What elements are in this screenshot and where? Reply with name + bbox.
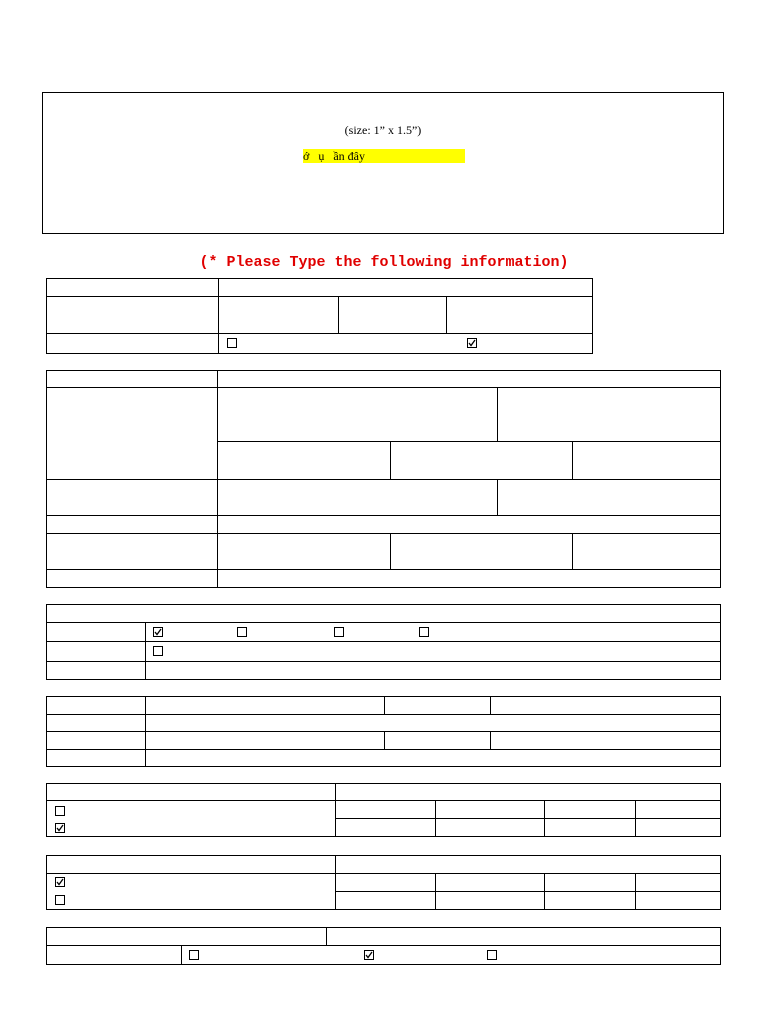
s4-label-4 (46, 749, 146, 767)
s7-checkbox-b[interactable] (364, 950, 374, 960)
s2-label-4 (46, 515, 218, 534)
s1-field-2b[interactable] (338, 296, 447, 334)
s3-checkbox-e[interactable] (153, 646, 163, 656)
s3-checkbox-c[interactable] (334, 627, 344, 637)
s4-field-1c[interactable] (490, 696, 721, 715)
s2-field-2e[interactable] (572, 441, 721, 480)
s3-checkbox-d[interactable] (419, 627, 429, 637)
s3-label-2 (46, 622, 146, 642)
s2-field-3b[interactable] (497, 479, 721, 516)
s2-field-2a[interactable] (217, 387, 498, 442)
checkmark-icon (154, 628, 162, 636)
s2-label-1 (46, 370, 218, 388)
s2-field-6[interactable] (217, 569, 721, 588)
s6-options (46, 873, 336, 910)
s2-field-2d[interactable] (390, 441, 573, 480)
s6-checkbox-b[interactable] (55, 895, 65, 905)
s2-field-2c[interactable] (217, 441, 391, 480)
s2-field-3a[interactable] (217, 479, 498, 516)
s4-field-3a[interactable] (145, 731, 385, 750)
s5-grid-4[interactable] (635, 800, 721, 819)
s4-field-4[interactable] (145, 749, 721, 767)
s3-field-4[interactable] (145, 661, 721, 680)
s4-label-2 (46, 714, 146, 732)
s2-field-4[interactable] (217, 515, 721, 534)
s4-field-3b[interactable] (384, 731, 491, 750)
s5-checkbox-b[interactable] (55, 823, 65, 833)
s7-header-left (46, 927, 327, 946)
s6-grid-4[interactable] (635, 873, 721, 892)
s6-checkbox-a[interactable] (55, 877, 65, 887)
s2-field-5b[interactable] (390, 533, 573, 570)
s7-label (46, 945, 182, 965)
s6-grid-8[interactable] (635, 891, 721, 910)
s4-field-2[interactable] (145, 714, 721, 732)
s1-field-2c[interactable] (446, 296, 593, 334)
s7-checkbox-c[interactable] (487, 950, 497, 960)
s5-grid-1[interactable] (335, 800, 436, 819)
s1-label-3 (46, 333, 219, 354)
s5-options (46, 800, 336, 837)
photo-placeholder (42, 92, 724, 234)
s6-header-left (46, 855, 336, 874)
s5-grid-8[interactable] (635, 818, 721, 837)
s6-header-right (335, 855, 721, 874)
s3-field-2 (145, 622, 721, 642)
checkmark-icon (468, 339, 476, 347)
s3-label-3 (46, 641, 146, 662)
s3-label-4 (46, 661, 146, 680)
s6-grid-2[interactable] (435, 873, 545, 892)
s2-field-5c[interactable] (572, 533, 721, 570)
s3-checkbox-a[interactable] (153, 627, 163, 637)
s6-grid-6[interactable] (435, 891, 545, 910)
s2-field-1[interactable] (217, 370, 721, 388)
s2-label-2 (46, 387, 218, 480)
s4-label-1 (46, 696, 146, 715)
s6-grid-3[interactable] (544, 873, 636, 892)
s1-checkbox-b[interactable] (467, 338, 477, 348)
photo-highlight-text: ớ ụ ần đây (303, 149, 465, 163)
s2-label-3 (46, 479, 218, 516)
s4-field-1a[interactable] (145, 696, 385, 715)
s2-label-6 (46, 569, 218, 588)
s2-field-5a[interactable] (217, 533, 391, 570)
s3-checkbox-b[interactable] (237, 627, 247, 637)
s1-label-1 (46, 278, 219, 297)
s1-field-3 (218, 333, 593, 354)
s4-field-3c[interactable] (490, 731, 721, 750)
s7-field (181, 945, 721, 965)
s5-grid-5[interactable] (335, 818, 436, 837)
s5-grid-3[interactable] (544, 800, 636, 819)
s7-header-right (326, 927, 721, 946)
checkmark-icon (56, 878, 64, 886)
checkmark-icon (56, 824, 64, 832)
s5-grid-7[interactable] (544, 818, 636, 837)
s1-label-2 (46, 296, 219, 334)
s1-field-2a[interactable] (218, 296, 339, 334)
s5-checkbox-a[interactable] (55, 806, 65, 816)
s2-field-2b[interactable] (497, 387, 721, 442)
s5-grid-6[interactable] (435, 818, 545, 837)
s3-header (46, 604, 721, 623)
s6-grid-5[interactable] (335, 891, 436, 910)
s7-checkbox-a[interactable] (189, 950, 199, 960)
s4-label-3 (46, 731, 146, 750)
instruction-text: (* Please Type the following information) (199, 254, 569, 271)
s5-header-right (335, 783, 721, 801)
s6-grid-7[interactable] (544, 891, 636, 910)
s6-grid-1[interactable] (335, 873, 436, 892)
checkmark-icon (365, 951, 373, 959)
s5-header-left (46, 783, 336, 801)
s5-grid-2[interactable] (435, 800, 545, 819)
s1-checkbox-a[interactable] (227, 338, 237, 348)
photo-size-text: (size: 1” x 1.5”) (344, 123, 422, 137)
s1-field-1[interactable] (218, 278, 593, 297)
s3-field-3 (145, 641, 721, 662)
s2-label-5 (46, 533, 218, 570)
s4-field-1b[interactable] (384, 696, 491, 715)
